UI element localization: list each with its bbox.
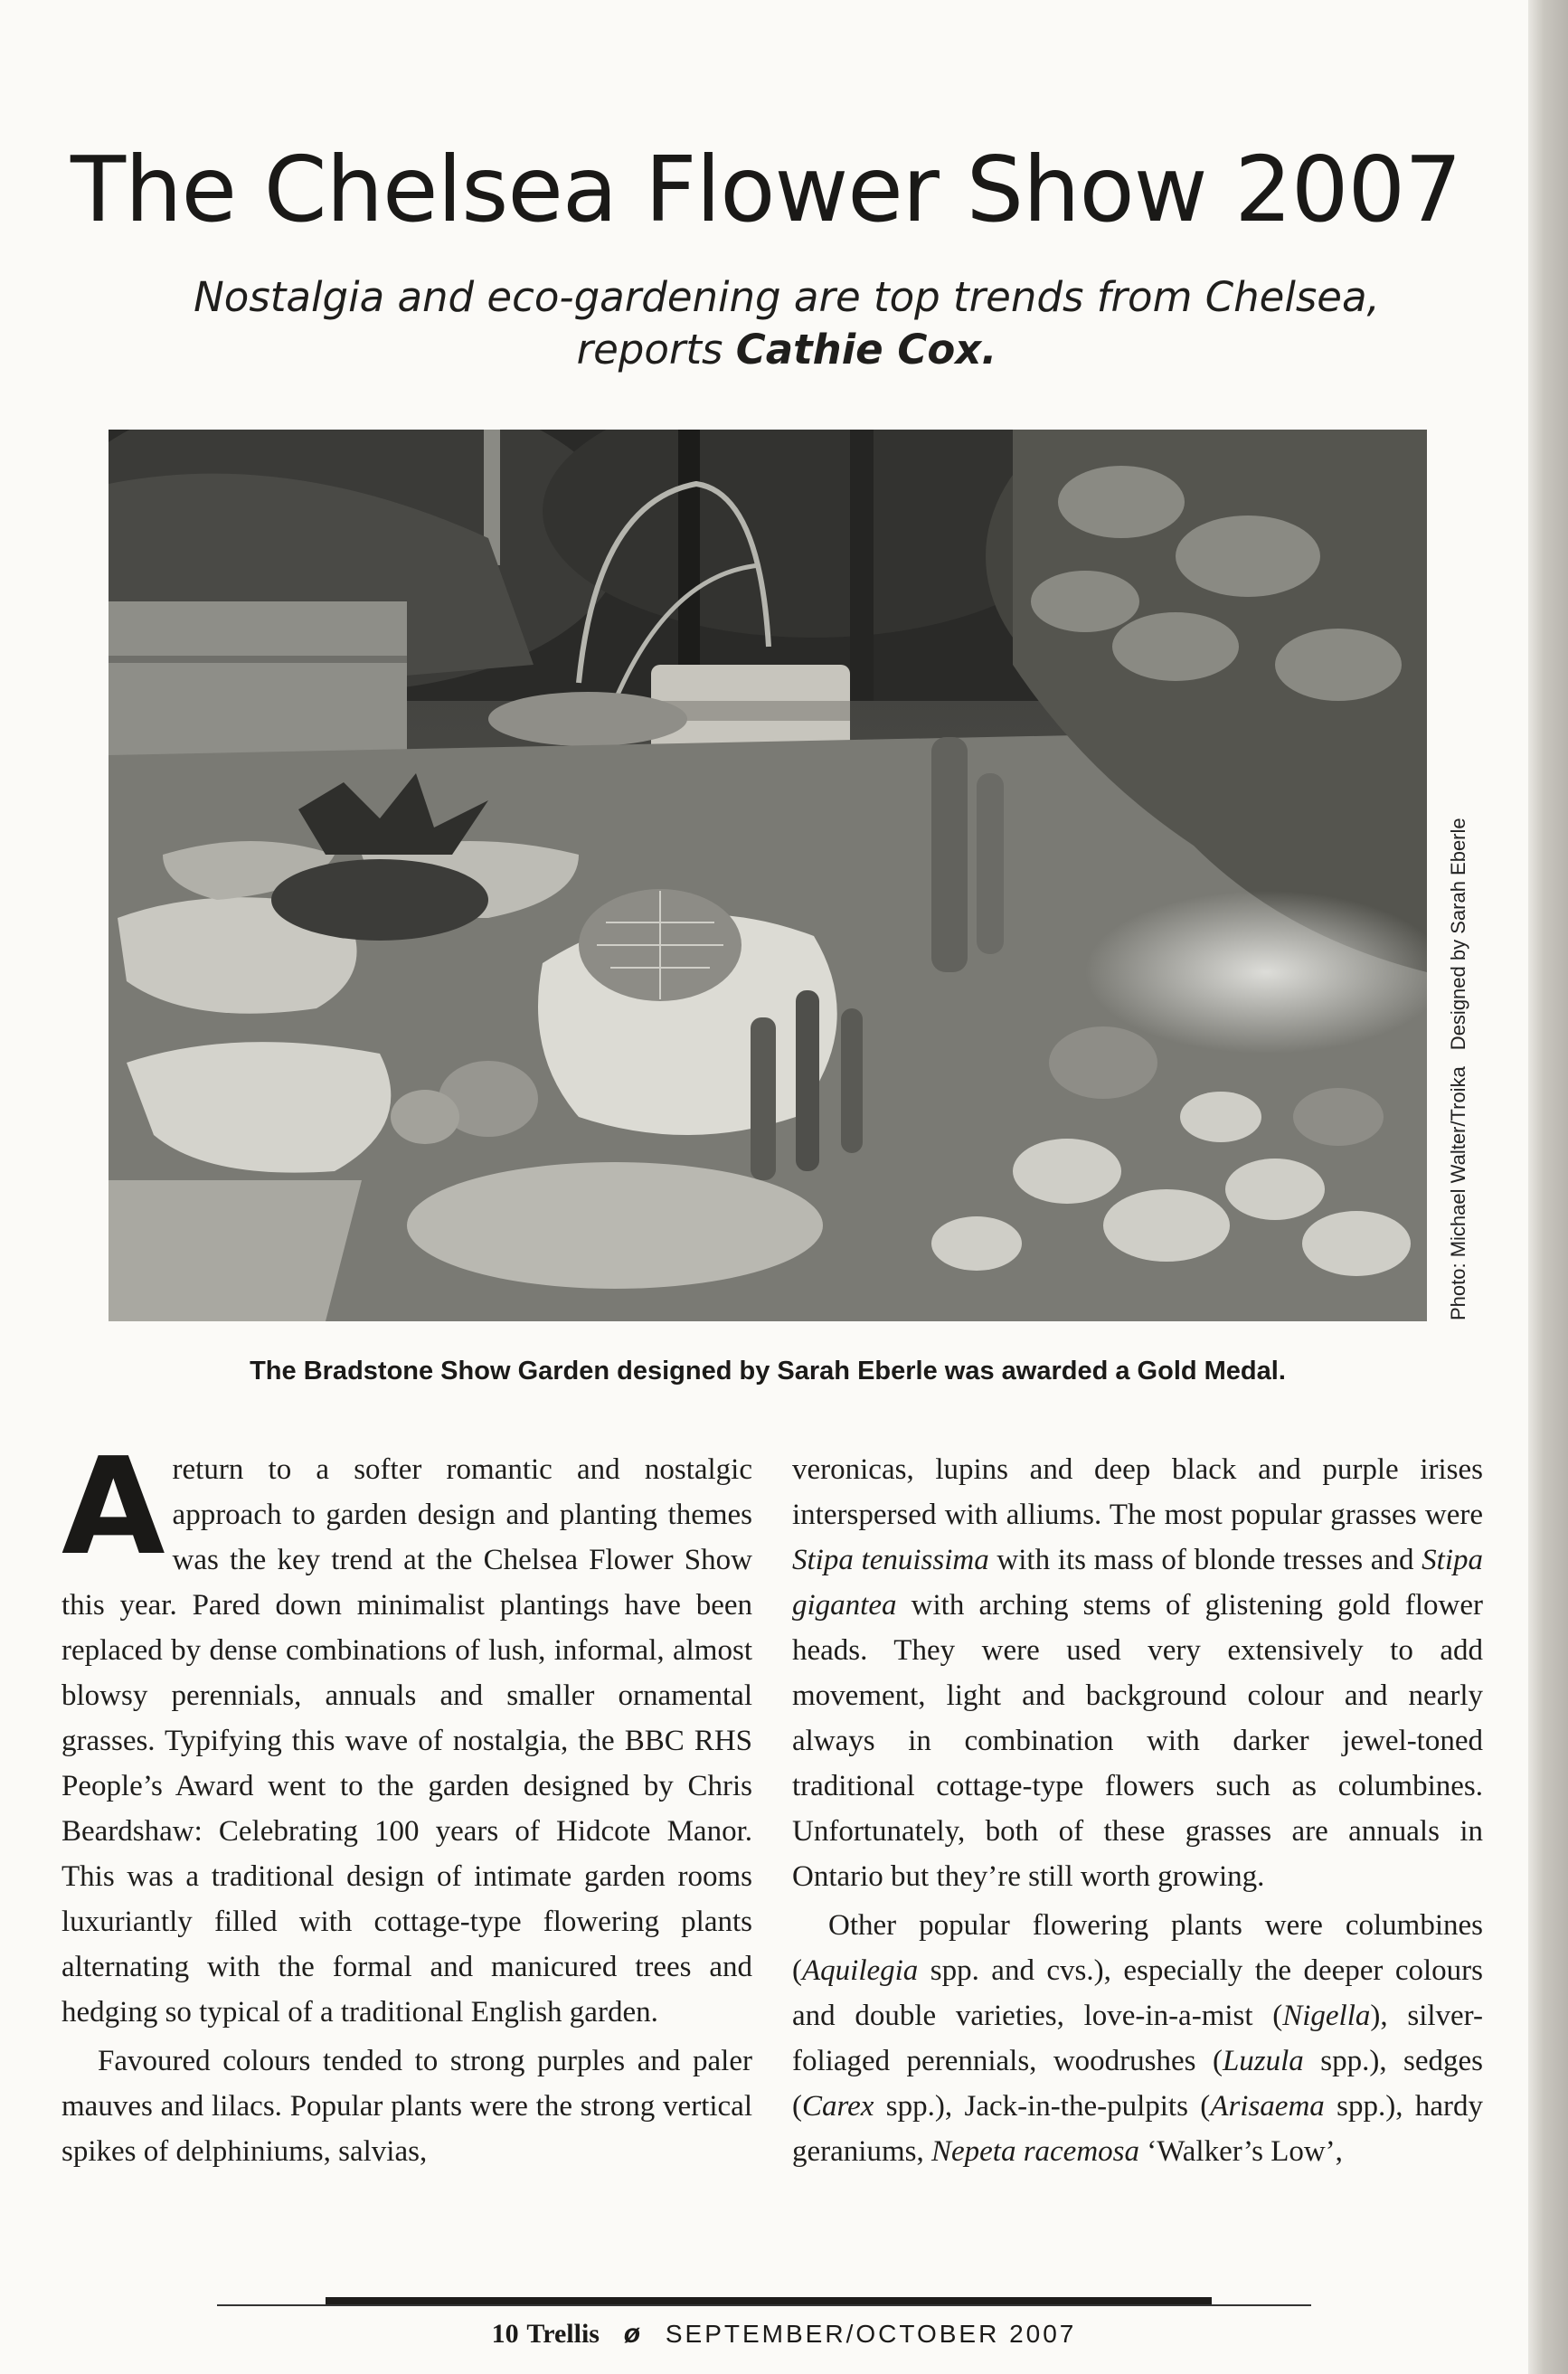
paragraph-text: spp.), sedges (	[792, 2045, 1483, 2123]
photo-credit-designer: Designed by Sarah Eberle	[1447, 818, 1469, 1051]
plant-name: Stipa tenuissima	[792, 1544, 989, 1576]
photo-credit	[1447, 818, 1470, 1320]
subtitle-text: Nostalgia and eco-gardening are top trends from Chelsea, reports	[194, 273, 1380, 374]
page-number: 10	[491, 2319, 519, 2349]
paragraph-text: spp. and cvs.), especially the deeper colours and double varieties, love-in-a-mist (	[792, 1954, 1483, 2032]
photo-credit-photographer: Photo: Michael Walter/Troika	[1447, 1066, 1469, 1320]
trellis-logo-icon: ø	[623, 2319, 642, 2349]
plant-name: Arisaema	[1210, 2090, 1325, 2123]
paragraph-text: with its mass of blonde tresses and	[988, 1544, 1422, 1576]
photo-caption: The Bradstone Show Garden designed by Sarah Eberle was awarded a Gold Medal.	[250, 1357, 1286, 1386]
paragraph-text: return to a softer romantic and nostalgic approach to garden design and planting themes was the key trend at the Chelsea Flower Show this year. Pared down minimalist plantings have been replaced by dense combinations of lush, informal, almost blowsy perennials, annuals and smaller ornamental grasses. Typifying this wave of nostalgia, the BBC RHS People’s Award went to the garden designed by Chris Beardshaw: Celebrating 100 years of Hidcote Manor. This was a traditional design of intimate garden rooms luxuriantly filled with cottage-type flowering plants alternating with the formal and manicured trees and hedging so typical of a traditional English garden.	[61, 1453, 752, 2029]
issue-date: SEPTEMBER/OCTOBER 2007	[665, 2320, 1077, 2348]
footer-rule-thick	[326, 2297, 1212, 2304]
article-subtitle	[181, 271, 1393, 376]
plant-name: Nepeta racemosa	[930, 2135, 1140, 2168]
paragraph-text: ‘Walker’s Low’,	[1139, 2135, 1343, 2168]
article-paragraph: Favoured colours tended to strong purples and paler mauves and lilacs. Popular plants were the strong vertical spikes of delphiniums, salvias,	[61, 2045, 752, 2168]
footer-rule-thin	[217, 2304, 1311, 2306]
paragraph-text: ), silver-foliaged perennials, woodrushes (	[792, 2000, 1483, 2077]
page-footer	[0, 2319, 1568, 2350]
article-paragraph	[792, 1903, 1483, 2174]
paragraph-text: spp.), Jack-in-the-pulpits (	[874, 2090, 1211, 2123]
article-paragraph	[792, 1447, 1483, 1899]
garden-photo	[109, 430, 1427, 1321]
paragraph-text: veronicas, lupins and deep black and purple irises interspersed with alliums. The most popular grasses were	[792, 1453, 1483, 1531]
drop-cap: A	[61, 1429, 165, 1584]
article-column-left	[61, 1429, 752, 2174]
plant-name: Aquilegia	[802, 1954, 919, 1987]
paragraph-text: Other popular flowering plants were columbines (	[792, 1909, 1483, 1987]
article-column-right	[792, 1447, 1483, 2174]
plant-name: Nigella	[1282, 2000, 1371, 2032]
plant-name: Carex	[802, 2090, 874, 2123]
plant-name: Stipa gigantea	[792, 1544, 1483, 1622]
paragraph-text: spp.), hardy geraniums,	[792, 2090, 1483, 2168]
garden-photo-illustration	[109, 430, 1427, 1321]
paragraph-text: with arching stems of glistening gold flower heads. They were used very extensively to add movement, light and background colour and nearly always in combination with darker jewel-toned traditional cottage-type flowers such as columbines. Unfortunately, both of these grasses are annuals in Ontario but they’re still worth growing.	[792, 1589, 1483, 1893]
subtitle-author: Cathie Cox.	[735, 326, 997, 374]
page-edge-shadow	[1528, 0, 1568, 2374]
magazine-name: Trellis	[526, 2319, 600, 2349]
article-title: The Chelsea Flower Show 2007	[71, 137, 1461, 242]
plant-name: Luzula	[1222, 2045, 1304, 2077]
article-paragraph	[61, 1429, 752, 2035]
